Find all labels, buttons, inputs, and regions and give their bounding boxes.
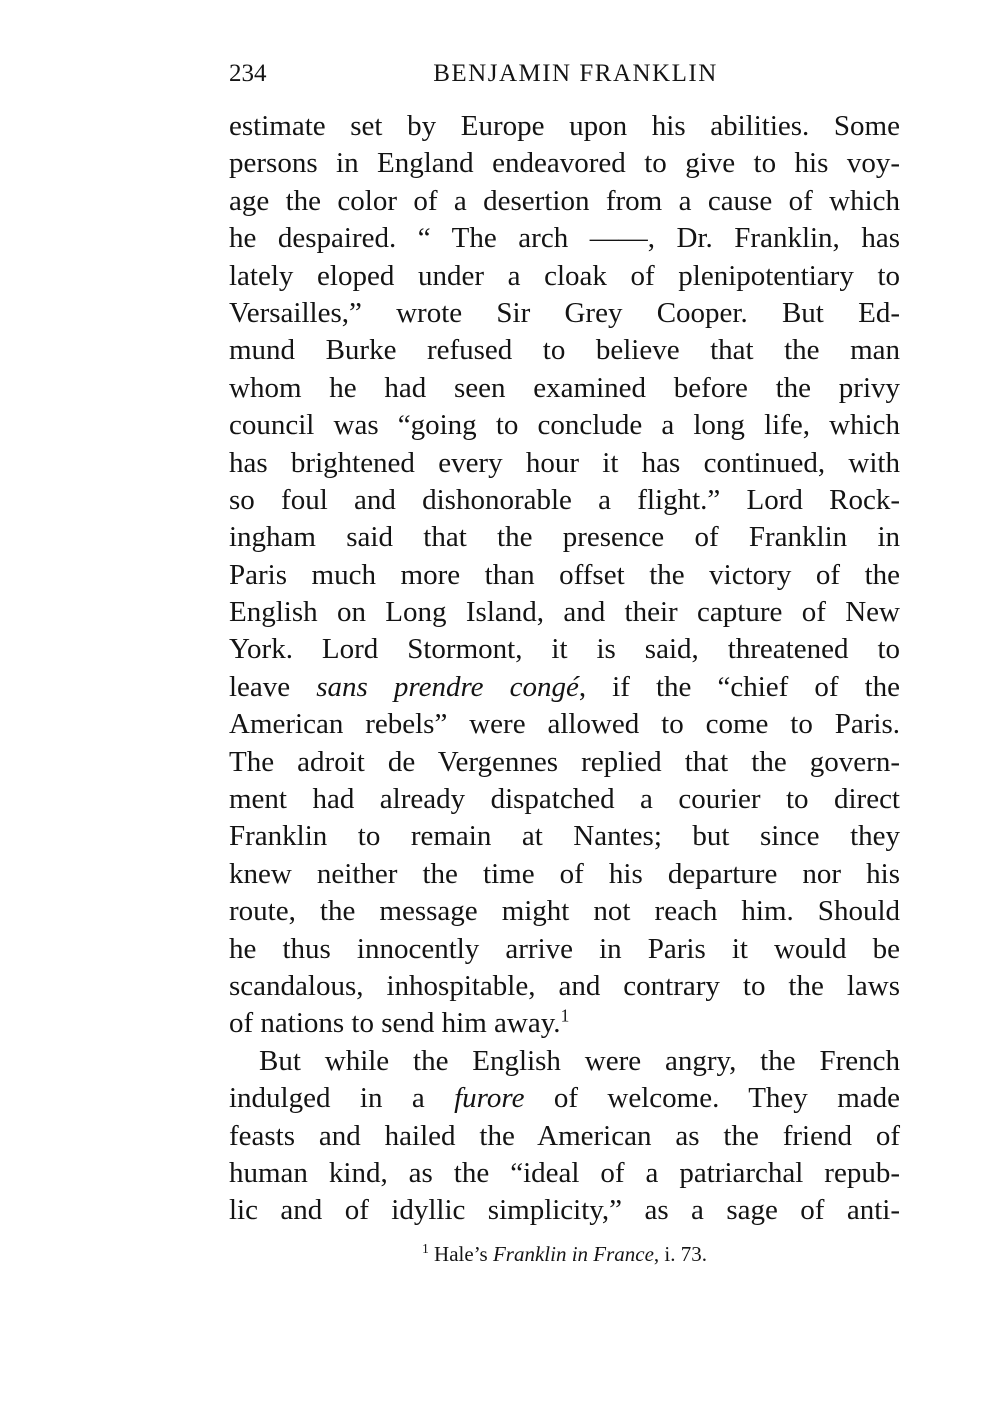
text-segment: lately eloped under a cloak of plenipotentiary to [229,259,900,292]
text-line [229,295,900,332]
text-line [229,744,900,781]
text-line [229,407,900,444]
text-segment: persons in England endeavored to give to his voy- [229,147,900,180]
footnote [229,1239,900,1269]
text-segment: , if the “chief of the [578,670,900,703]
text-line [229,1005,900,1042]
italic-text: furore [454,1082,525,1115]
text-line [229,183,900,220]
running-header [229,56,900,92]
text-segment: lic and of idyllic simplicity,” as a sage of anti- [229,1194,900,1227]
text-segment: of nations to send him away. [229,1007,561,1040]
text-line [229,332,900,369]
footnote-reference: 1 [560,1005,570,1026]
text-line [229,706,900,743]
text-segment: Paris much more than offset the victory of the [229,558,900,591]
text-line [229,1155,900,1192]
text-line [229,631,900,668]
text-segment: council was “going to conclude a long life, which [229,409,900,442]
text-segment: whom he had seen examined before the privy [229,371,900,404]
text-segment: route, the message might not reach him. Should [229,895,900,928]
text-line [229,220,900,257]
footnote-title: Franklin in France [492,1242,654,1266]
text-segment: The adroit de Vergennes replied that the govern- [229,745,900,778]
text-segment: has brightened every hour it has continued, with [229,446,900,479]
text-line [229,669,900,706]
text-segment: he thus innocently arrive in Paris it would be [229,932,900,965]
text-line [229,856,900,893]
text-segment: York. Lord Stormont, it is said, threatened to [229,633,900,666]
text-line [229,1192,900,1229]
text-line [229,519,900,556]
text-line [229,1080,900,1117]
text-segment: so foul and dishonorable a flight.” Lord Rock- [229,483,900,516]
running-head-title: BENJAMIN FRANKLIN [433,60,718,87]
text-line [229,893,900,930]
text-segment: knew neither the time of his departure nor his [229,857,900,890]
text-segment: scandalous, inhospitable, and contrary to the laws [229,969,900,1002]
text-line [229,968,900,1005]
page-number: 234 [229,60,267,87]
text-segment: of welcome. They made [524,1082,900,1115]
text-segment: ment had already dispatched a courier to direct [229,783,900,816]
text-line [229,594,900,631]
text-line [229,445,900,482]
text-line [229,145,900,182]
text-segment: Franklin to remain at Nantes; but since they [229,820,900,853]
text-segment: estimate set by Europe upon his abilities. Some [229,110,900,142]
text-line [229,1043,900,1080]
text-line [229,557,900,594]
text-line [229,258,900,295]
footnote-suffix: , i. 73. [653,1242,708,1266]
italic-text: sans prendre congé [316,670,579,703]
body-text [229,108,900,1230]
text-segment: American rebels” were allowed to come to Paris. [229,708,900,741]
text-segment: age the color of a desertion from a cause of which [229,184,900,217]
text-segment: mund Burke refused to believe that the man [229,334,900,367]
footnote-mark: 1 [421,1241,429,1256]
text-segment: ingham said that the presence of Franklin in [229,521,900,554]
text-segment: feasts and hailed the American as the friend of [229,1119,900,1152]
text-line [229,931,900,968]
text-line [229,482,900,519]
text-segment: human kind, as the “ideal of a patriarchal repub- [229,1156,900,1189]
text-segment: he despaired. “ The arch ——, Dr. Franklin, has [229,222,900,255]
text-segment: English on Long Island, and their capture of New [229,596,900,629]
text-segment: leave [229,670,317,703]
text-line [229,818,900,855]
text-line [229,1118,900,1155]
footnote-prefix: Hale’s [434,1242,493,1266]
text-line [229,781,900,818]
text-segment: But while the English were angry, the French [259,1044,900,1077]
text-segment: indulged in a [229,1082,455,1115]
text-segment: Versailles,” wrote Sir Grey Cooper. But Ed- [229,296,900,329]
text-line [229,370,900,407]
text-line [229,108,900,145]
